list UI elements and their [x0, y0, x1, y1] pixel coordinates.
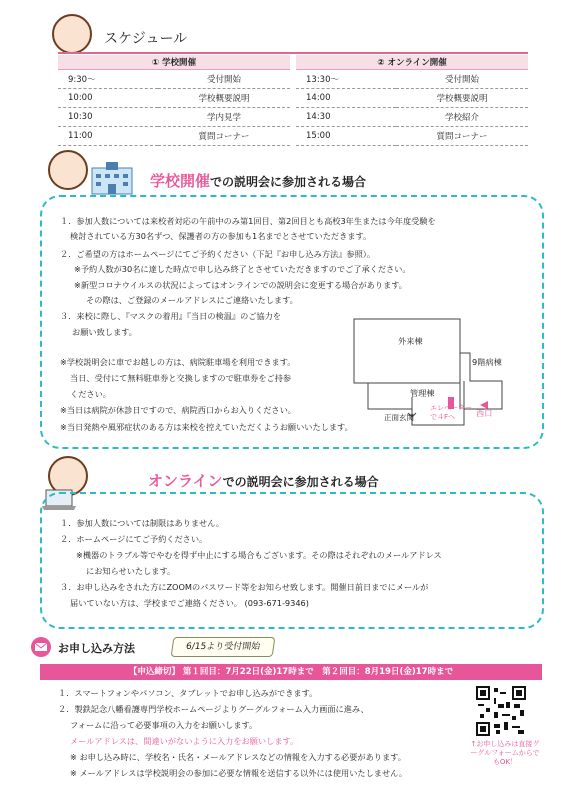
- apply-line: ※ メールアドレスは学校説明会の参加に必要な情報を送信する以外には使用いたしません。: [70, 768, 408, 778]
- online-section-title: [148, 470, 379, 491]
- map-label-admin: 管理棟: [410, 388, 435, 398]
- school-line: ３．来校に際し、『マスクの着用』『当日の検温』のご協力を: [60, 311, 282, 321]
- school-schedule-table: [58, 55, 290, 146]
- apply-title: お申し込み方法: [58, 642, 135, 655]
- event-cell: 受付開始: [396, 70, 528, 89]
- teacher-avatar: [48, 150, 88, 190]
- mail-icon: [30, 636, 52, 658]
- table-row: [58, 127, 290, 146]
- school-line: ※学校説明会に車でお越しの方は、病院駐車場を利用できます。: [60, 357, 296, 367]
- online-line: ※機器のトラブル等でやむを得ず中止にする場合もございます。その際はそれぞれのメールアドレス: [76, 550, 442, 560]
- apply-line: ２．製鉄記念八幡看護専門学校ホームページよりグーグルフォーム入力画面に進み、: [58, 704, 369, 714]
- school-schedule-header: ① 学校開催: [58, 55, 290, 70]
- apply-line: １．スマートフォンやパソコン、タブレットでお申し込みができます。: [58, 688, 318, 698]
- online-line: ３．お申し込みをされた方にZOOMのパスワード等をお知らせ致します。開催日前日までにメールが: [60, 582, 429, 592]
- time-cell: 11:00: [58, 127, 158, 146]
- table-row: [296, 89, 528, 108]
- event-cell: 学校概要説明: [158, 89, 290, 108]
- school-section-title: [150, 170, 366, 191]
- deadline-banner: 【申込締切】 第１回目：7月22日(金)17時まで 第２回目：8月19日(金)17時まで: [40, 664, 542, 680]
- event-cell: 学内見学: [158, 108, 290, 127]
- school-line: ※予約人数が30名に達した時点で申し込み終了とさせていただきますのでご了承ください。: [74, 264, 411, 274]
- online-line: にお知らせいたします。: [86, 566, 176, 576]
- qr-note: ↑お申し込みは直接グーグルフォームからでもOK！: [470, 740, 540, 766]
- school-line: その際は、ご登録のメールアドレスにご連絡いたします。: [86, 295, 298, 305]
- schedule-divider: [58, 52, 528, 54]
- apply-line: ※ お申し込み時に、学校名・氏名・メールアドレスなどの情報を入力する必要があります。: [70, 752, 406, 762]
- apply-line-warning: メールアドレスは、間違いがないように入力をお願いします。: [70, 736, 299, 746]
- table-row: [296, 127, 528, 146]
- school-line: お願い致します。: [72, 327, 137, 337]
- map-label-west: 西口: [476, 408, 493, 418]
- map-label-elevator: エレベーター で４Fへ: [430, 404, 472, 421]
- event-cell: 受付開始: [158, 70, 290, 89]
- online-line: １．参加人数については制限はありません。: [60, 518, 225, 528]
- table-row: [58, 89, 290, 108]
- school-line: ※新型コロナウイルスの状況によってはオンラインでの説明会に変更する場合があります。: [74, 280, 407, 290]
- schedule-title: スケジュール: [104, 31, 188, 47]
- time-cell: 14:30: [296, 108, 396, 127]
- event-cell: 質問コーナー: [158, 127, 290, 146]
- time-cell: 13:30～: [296, 70, 396, 89]
- school-line: １．参加人数については来校者対応の午前中のみ第1回目、第2回目とも高校3年生または今年度受験を: [60, 216, 436, 226]
- map-label-ward: 9階病棟: [472, 357, 502, 367]
- online-line: 届いていない方は、学校までご連絡ください。 (093-671-9346): [70, 598, 309, 608]
- online-schedule-table: [296, 55, 528, 146]
- event-cell: 学校概要説明: [396, 89, 528, 108]
- school-line: ２．ご希望の方はホームページにてご予約ください（下記『お申し込み方法』参照）。: [60, 249, 376, 259]
- map-label-outpatient: 外来棟: [398, 336, 423, 346]
- online-schedule-header: ② オンライン開催: [296, 55, 528, 70]
- time-cell: 9:30～: [58, 70, 158, 89]
- teacher-avatar: [52, 14, 92, 54]
- building-icon: [88, 160, 140, 196]
- time-cell: 15:00: [296, 127, 396, 146]
- qr-code[interactable]: [476, 686, 526, 736]
- online-line: ２．ホームページにてご予約ください。: [60, 534, 208, 544]
- school-line: ※当日発熱や風邪症状のある方は来校を控えていただくようお願いいたします。: [60, 422, 353, 432]
- table-row: [296, 108, 528, 127]
- online-title-rest: での説明会に参加される場合: [222, 475, 379, 489]
- online-title-em: オンライン: [148, 472, 223, 490]
- table-row: [58, 108, 290, 127]
- school-line: 検討されている方30名ずつ、保護者の方の参加も1名までとさせていただきます。: [70, 231, 372, 241]
- table-row: [296, 70, 528, 89]
- apply-line: フォームに沿って必要事項の入力をお願いします。: [70, 720, 258, 730]
- time-cell: 10:30: [58, 108, 158, 127]
- map-label-front: 正面玄関: [384, 413, 414, 422]
- school-title-rest: での説明会に参加される場合: [210, 175, 367, 189]
- school-line: 当日、受付にて無料駐車券と交換しますので駐車券をご持参: [70, 373, 292, 383]
- school-line: ください。: [70, 389, 111, 399]
- apply-start-badge: 6/15より受付開始: [171, 637, 276, 657]
- school-title-em: 学校開催: [150, 172, 211, 190]
- time-cell: 10:00: [58, 89, 158, 108]
- event-cell: 質問コーナー: [396, 127, 528, 146]
- table-row: [58, 70, 290, 89]
- time-cell: 14:00: [296, 89, 396, 108]
- school-line: ※当日は病院が休診日ですので、病院西口からお入りください。: [60, 405, 296, 415]
- event-cell: 学校紹介: [396, 108, 528, 127]
